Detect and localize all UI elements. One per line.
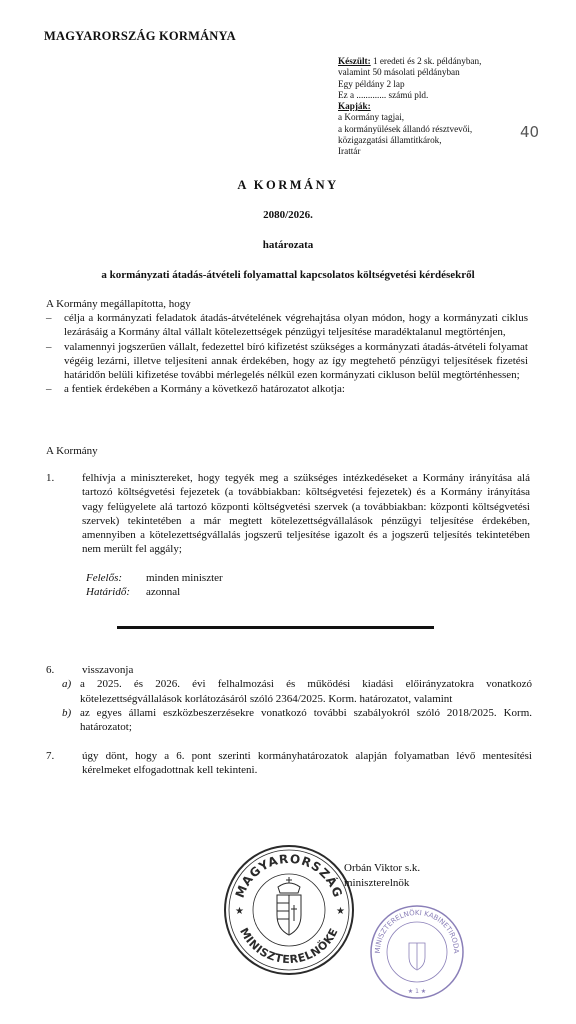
signature-block [344,861,420,891]
kapjak-line: a kormányülések állandó résztvevői, [338,123,473,134]
sub-text: a 2025. és 2026. évi felhalmozási és működési kiadási előirányzatokra vonatkozó kötelezettségvállalások korlátozásáról szóló 2364/2025. Korm. határozatot, valamint [80,678,532,705]
preamble-item: – célja a kormányzati feladatok átadás-átvételének végrehajtása olyan módon, hogy a kormányzati ciklus lezárásáig a Kormány által vállalt kötelezettségek pénzügyi teljesítése maradéktalanul megtörténjen, [46,312,528,339]
kormany-heading: A Kormány [46,445,98,457]
peldany-line: Egy példány 2 lap [338,78,405,89]
preamble-item-text: valamennyi jogszerűen vállalt, fedezettel bíró kifizetést szükséges a kormányzati átadás-átvételi folyamat végéig lezárni, illetve teljesíteni annak érdekében, hogy az így megtehető pénzügyi teljesítések fizetési határidőn belüli kifizetése további mérlegelés nélkül ezen kormányzati cikluson belül megtörténhessen; [64,340,528,382]
seal-star-right: ★ [336,906,345,917]
kapjak-label: Kapják: [338,101,371,112]
keszult-line2: valamint 50 másolati példányban [338,67,460,78]
point-number: 7. [46,750,55,762]
point-text: visszavonja [82,664,134,676]
resolution-subject: a kormányzati átadás-átvételi folyamattal kapcsolatos költségvetési kérdésekről [101,269,475,281]
preamble-intro: A Kormány megállapította, hogy [46,298,191,310]
stamp-bottom: ★ 1 ★ [407,988,427,995]
handwritten-number: 40 [520,123,540,141]
keszult-label: Készült: [338,56,371,66]
preamble-item-text: a fentiek érdekében a Kormány a következő határozatot alkotja: [64,383,345,396]
cabinet-office-stamp [368,903,466,1001]
kapjak-line: Irattár [338,146,361,157]
seal-bottom-text: MINISZTERELNÖKE [237,925,341,967]
preamble-item: – a fentiek érdekében a Kormány a következő határozatot alkotja: [46,382,528,396]
preamble-list [46,311,528,397]
responsibility-block [86,571,223,600]
document-title: A KORMÁNY [237,178,339,192]
felelos-label: Felelős: [86,572,123,584]
distribution-block [338,56,538,158]
point-6a [62,677,532,706]
seal-star-left: ★ [235,906,244,917]
point-text: felhívja a minisztereket, hogy tegyék meg a szükséges intézkedéseket a Kormány irányítása alá tartozó költségvetési fejezetek (a továbbiakban: költségvetési fejezetek) és a Kormány irányítása vagy felügyelete alá tartozó központi költségvetési szervek (a továbbiakban: központi költségvetési szervek) tekintetében a már megtett kötelezettségvállalások pénzügyi teljesítése érdekében, amennyiben a kötelezettségvállalás jogszerű teljesítése igazolt és a jogszerű teljesítés tekintetében nem merült fel aggály; [82,472,530,556]
hatarido-value: azonnal [146,586,181,599]
stamp-text: MINISZTERELNÖKI KABINETIRODA [373,908,461,954]
hatarido-label: Határidő: [86,586,130,599]
point-6b [62,706,532,735]
redaction-bar [117,626,434,629]
kapjak-line: közigazgatási államtitkárok, [338,135,442,146]
signer-title: miniszterelnök [344,877,410,889]
signer-name: Orbán Viktor s.k. [344,862,421,874]
preamble-item-text: célja a kormányzati feladatok átadás-átvételének végrehajtása olyan módon, hogy a kormányzati ciklus lezárásáig a Kormány által vállalt kötelezettségek pénzügyi teljesítése maradéktalanul megtörténjen, [64,312,528,339]
preamble-item: – valamennyi jogszerűen vállalt, fedezettel bíró kifizetést szükséges a kormányzati átadás-átvételi folyamat végéig lezárni, illetve teljesíteni annak érdekében, hogy az így megtehető pénzügyi teljesítések fizetési határidőn belüli kifizetése további mérlegelés nélkül ezen kormányzati cikluson belül megtörténhessen; [46,340,528,382]
prime-minister-seal [222,843,356,977]
point-1 [46,471,530,557]
keszult-line1: 1 eredeti és 2 sk. példányban, [372,56,482,66]
resolution-label: határozata [262,239,314,251]
sub-label: b) [62,706,72,719]
sub-label: a) [62,678,72,691]
point-text: úgy dönt, hogy a 6. pont szerinti kormányhatározatok alapján folyamatban lévő mentesítési kérelmeket elfogadottnak kell tekinteni. [82,750,532,777]
point-number: 1. [46,472,55,484]
government-header: MAGYARORSZÁG KORMÁNYA [44,29,236,43]
sub-text: az egyes állami eszközbeszerzésekre vonatkozó további szabályokról szóló 2018/2025. Korm. határozatot; [80,706,532,734]
resolution-number: 2080/2026. [263,209,313,221]
coat-of-arms-icon [277,877,301,935]
point-number: 6. [46,664,55,676]
coat-of-arms-icon [409,943,425,970]
copy-number-line: Ez a ............. számú pld. [338,89,429,100]
seal-top-text: MAGYARORSZÁG [232,851,346,900]
felelos-value: minden miniszter [146,572,223,584]
kapjak-line: a Kormány tagjai, [338,112,405,123]
point-6 [46,663,532,734]
point-7 [46,749,532,778]
